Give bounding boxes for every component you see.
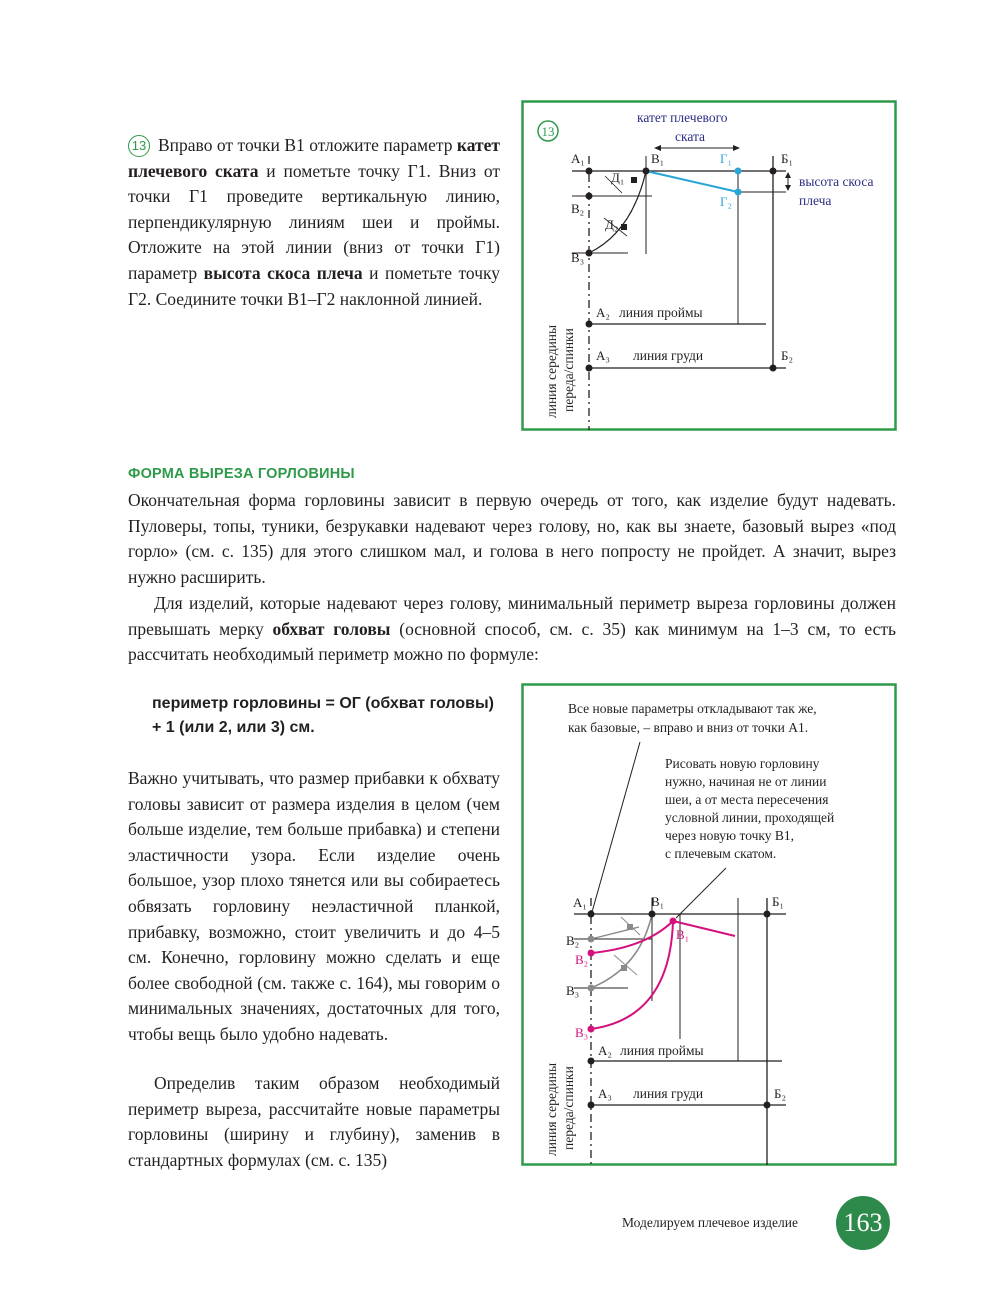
svg-text:нужно, начиная не от линии: нужно, начиная не от линии [665, 774, 827, 789]
svg-text:В₂: В₂ [575, 952, 589, 967]
svg-text:В₃: В₃ [571, 250, 585, 265]
paragraph-3: Важно учитывать, что размер прибавки к обхвату головы зависит от размера изделия в целом (чем больше изделие, тем больше прибавка) и степени эластичности узора. Если изделие очень большое, узор плохо тянется или вы собираетесь обвязать горловину неэластичной планкой, прибавку, возможно, стоит увеличить и до 4–5 см. Конечно, горловину можно сделать и еще более свободной (см. также с. 164), мы говорим о минимальных значениях, достаточных для того, чтобы вещь было удобно надевать. [128, 768, 500, 1044]
svg-text:В₂: В₂ [571, 201, 585, 216]
svg-text:переда/спинки: переда/спинки [561, 328, 576, 412]
paragraph-4: Определив таким образом необходимый периметр выреза, рассчитайте новые параметры горловины (ширину и глубину), заменив в стандартных формулах (см. с. 135) [128, 1073, 500, 1170]
svg-text:Рисовать новую горловину: Рисовать новую горловину [665, 756, 820, 771]
svg-text:линия проймы: линия проймы [620, 1043, 704, 1058]
svg-text:линия груди: линия груди [633, 1086, 704, 1101]
svg-text:высота скоса: высота скоса [799, 174, 874, 189]
svg-text:катет плечевого: катет плечевого [637, 110, 728, 125]
svg-text:А₃: А₃ [598, 1086, 612, 1101]
svg-text:В₃: В₃ [575, 1025, 589, 1040]
svg-text:Г₂: Г₂ [720, 194, 733, 209]
svg-text:В₁: В₁ [651, 151, 665, 166]
svg-text:Б₂: Б₂ [774, 1086, 786, 1101]
svg-text:А₂: А₂ [596, 305, 610, 320]
figure-13-diagram [521, 100, 898, 432]
paragraph-2: Для изделий, которые надевают через голову, минимальный периметр выреза горловины должен превышать мерку обхват головы (основной способ, см. с. 35) как минимум на 1–3 см, то есть рассчитать необходимый периметр можно по формуле: [128, 593, 896, 665]
svg-text:Б₁: Б₁ [781, 151, 793, 166]
svg-text:А₃: А₃ [596, 348, 610, 363]
svg-text:переда/спинки: переда/спинки [561, 1066, 576, 1150]
svg-text:с плечевым скатом.: с плечевым скатом. [665, 846, 777, 861]
svg-text:Д₁: Д₁ [611, 170, 625, 185]
svg-text:плеча: плеча [799, 193, 832, 208]
svg-text:Б₁: Б₁ [772, 894, 784, 909]
step-13-paragraph: 13 Вправо от точки В1 отложите параметр катет плечевого ската и пометьте точку Г1. Вниз от точки Г1 проведите вертикальную линию, перпендикулярную линиям шеи и проймы. Отложите на этой линии (вниз от точки Г1) параметр высота скоса плеча и пометьте точку Г2. Соедините точки В1–Г2 наклонной линией. [128, 135, 501, 309]
paragraph-1: Окончательная форма горловины зависит в первую очередь от того, как изделие будут надевать. Пуловеры, топы, туники, безрукавки надевают через голову, но, как вы знаете, базовый вырез «под горло» (см. с. 135) для этого слишком мал, и голова в него попросту не пройдет. А значит, вырез нужно расширить. [128, 490, 896, 587]
svg-text:условной линии, проходящей: условной линии, проходящей [665, 810, 835, 825]
step-number-badge: 13 [128, 135, 150, 157]
neckline-diagram [521, 683, 898, 1168]
running-footer: Моделируем плечевое изделие [622, 1215, 798, 1230]
svg-text:линия груди: линия груди [633, 348, 704, 363]
shoulder-slope-line [646, 171, 738, 192]
figure-number: 13 [541, 124, 555, 139]
page-number-badge: 163 [836, 1196, 890, 1250]
svg-text:В₂: В₂ [566, 933, 580, 948]
svg-text:шеи, а от места пересечения: шеи, а от места пересечения [665, 792, 829, 807]
svg-text:Д₂: Д₂ [605, 217, 619, 232]
svg-text:через новую точку В1,: через новую точку В1, [665, 828, 795, 843]
svg-text:Б₂: Б₂ [781, 348, 793, 363]
svg-text:линия середины: линия середины [544, 1062, 559, 1156]
formula: периметр горловины = ОГ (обхват головы) + 1 (или 2, или 3) см. [152, 695, 494, 736]
svg-text:Все новые параметры откладываю: Все новые параметры откладывают так же, [568, 701, 817, 716]
svg-text:линия середины: линия середины [544, 324, 559, 418]
svg-text:В₃: В₃ [566, 983, 580, 998]
svg-text:Г₁: Г₁ [720, 151, 733, 166]
svg-text:как базовые, – вправо и вниз о: как базовые, – вправо и вниз от точки А1. [568, 720, 809, 735]
svg-text:В₁: В₁ [651, 894, 665, 909]
section-heading: ФОРМА ВЫРЕЗА ГОРЛОВИНЫ [128, 466, 355, 482]
svg-text:А₁: А₁ [571, 151, 585, 166]
svg-text:В₁: В₁ [676, 927, 690, 942]
svg-text:ската: ската [675, 129, 706, 144]
svg-text:А₁: А₁ [573, 895, 587, 910]
svg-text:А₂: А₂ [598, 1043, 612, 1058]
svg-text:линия проймы: линия проймы [619, 305, 703, 320]
